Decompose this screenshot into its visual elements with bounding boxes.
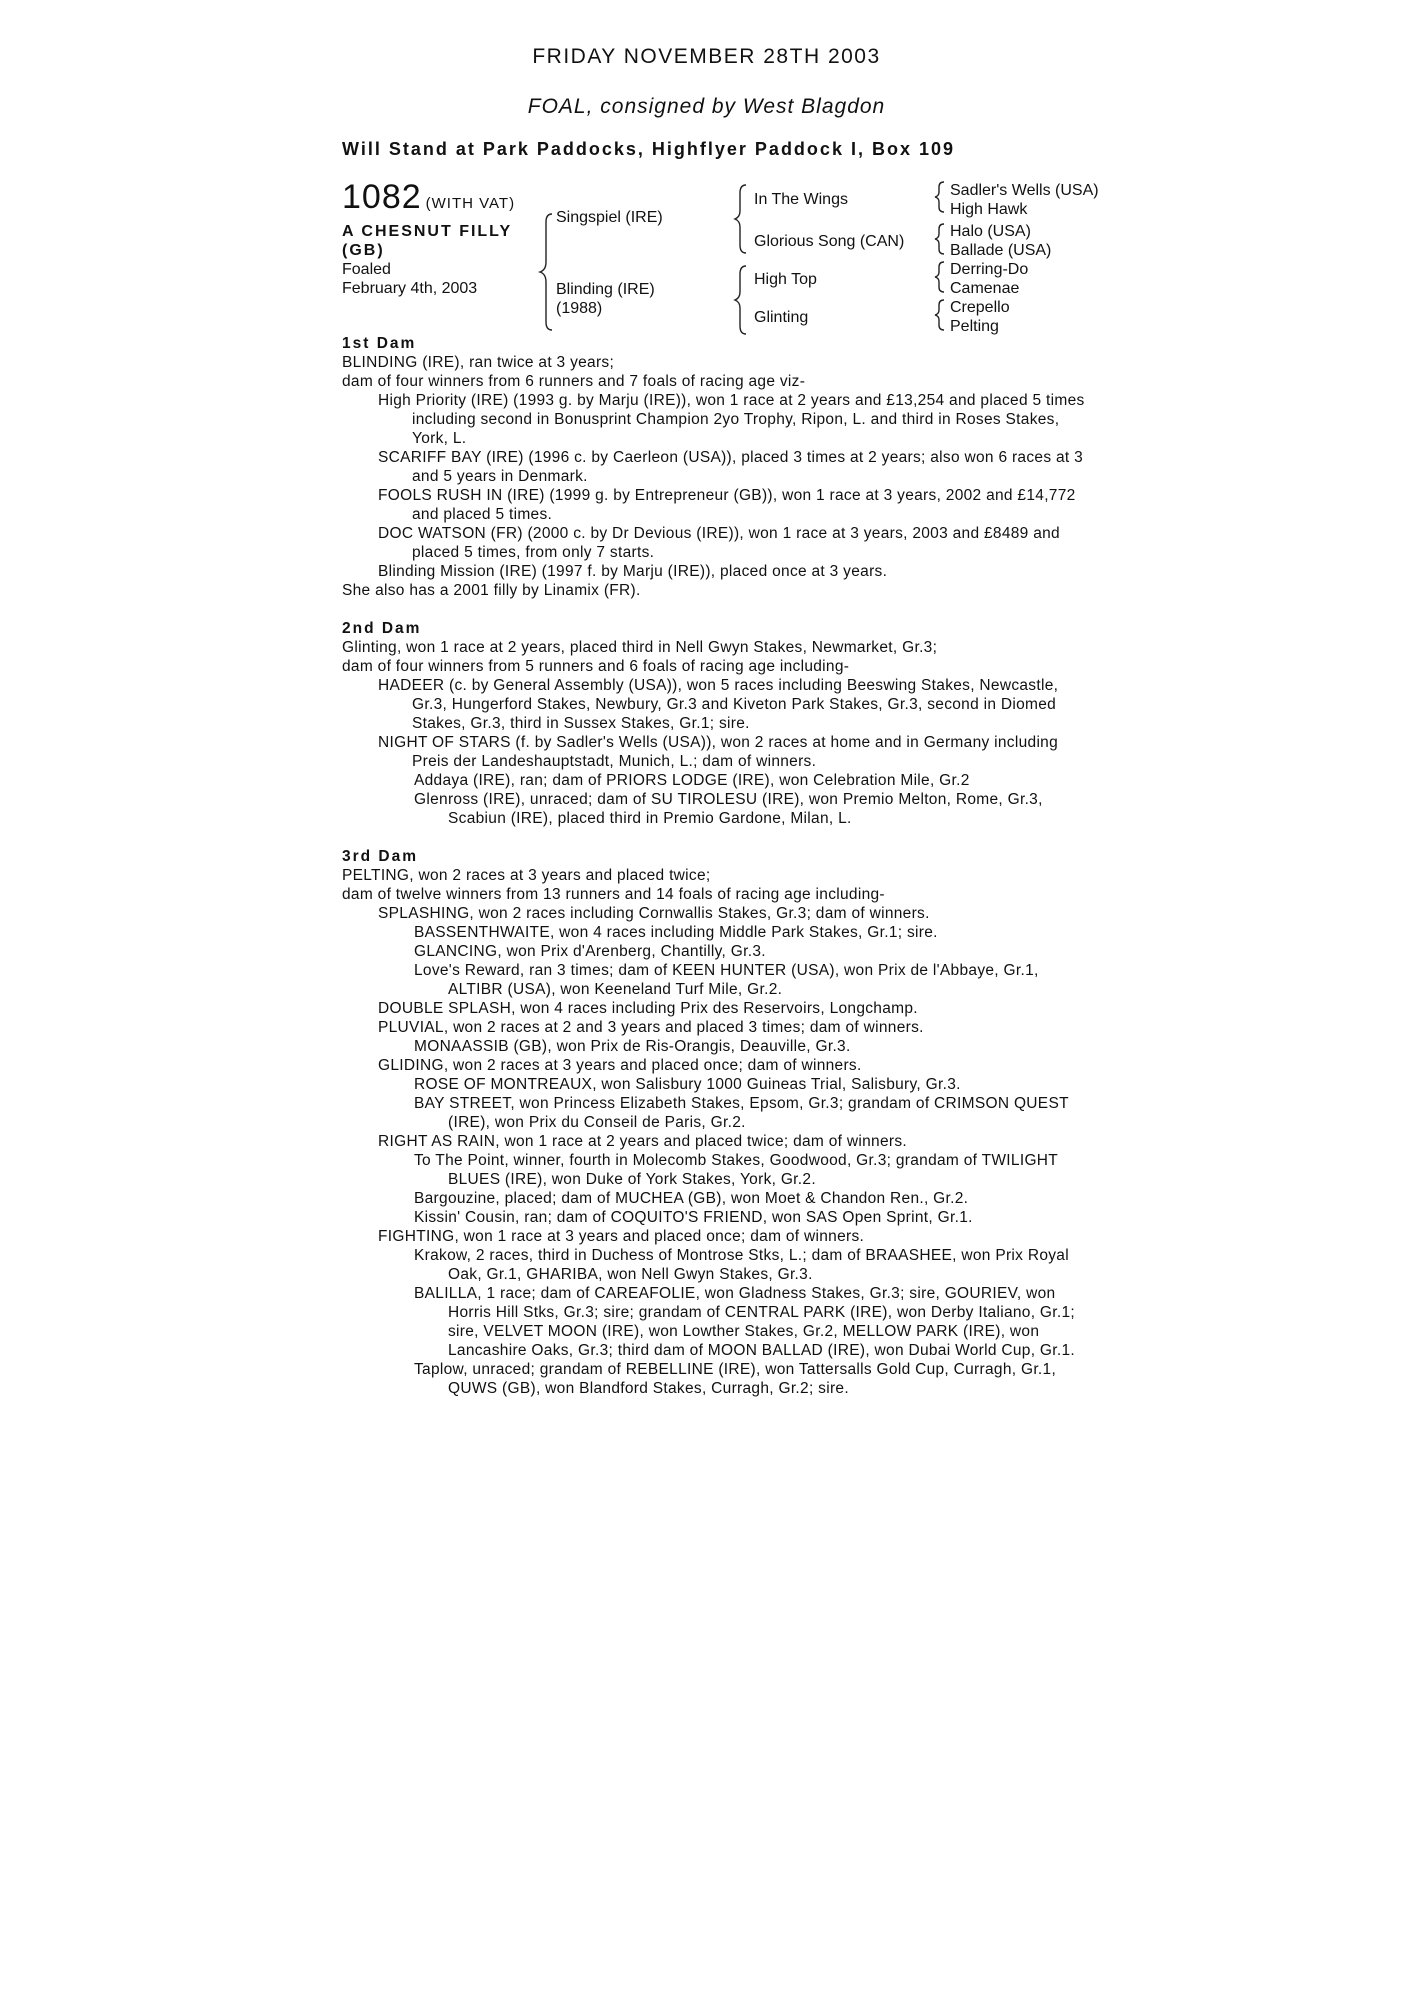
produce-entry: Bargouzine, placed; dam of MUCHEA (GB), won Moet & Chandon Ren., Gr.2. xyxy=(414,1190,969,1207)
sire-sire: In The Wings xyxy=(754,191,848,208)
produce-entry: HADEER (c. by General Assembly (USA)), won 5 races including Beeswing Stakes, Newcastle, Gr.3, Hungerford Stakes, Newbury, Gr.3 and Kiveton Park Stakes, Gr.3, second in Diomed Stakes, Gr.3, third in Sussex Stakes, Gr.1; sire. xyxy=(378,677,1059,732)
produce-entry: SPLASHING, won 2 races including Cornwallis Stakes, Gr.3; dam of winners. xyxy=(378,905,930,922)
produce-entry: BASSENTHWAITE, won 4 races including Middle Park Stakes, Gr.1; sire. xyxy=(414,924,938,941)
horse-description: A CHESNUT FILLY (GB) xyxy=(342,223,512,259)
produce-entry: SCARIFF BAY (IRE) (1996 c. by Caerleon (USA)), placed 3 times at 2 years; also won 6 races at 3 and 5 years in Denmark. xyxy=(378,449,1084,485)
second-dam-line: dam of four winners from 5 runners and 6 foals of racing age including- xyxy=(342,658,850,675)
produce-entry: Kissin' Cousin, ran; dam of COQUITO'S FRIEND, won SAS Open Sprint, Gr.1. xyxy=(414,1209,973,1226)
produce-entry: DOUBLE SPLASH, won 4 races including Prix des Reservoirs, Longchamp. xyxy=(378,1000,918,1017)
pedigree-braces xyxy=(0,0,1413,340)
produce-entry: Love's Reward, ran 3 times; dam of KEEN HUNTER (USA), won Prix de l'Abbaye, Gr.1, ALTIBR (USA), won Keeneland Turf Mile, Gr.2. xyxy=(414,962,1039,998)
produce-entry: Taplow, unraced; grandam of REBELLINE (IRE), won Tattersalls Gold Cup, Curragh, Gr.1, QUWS (GB), won Blandford Stakes, Curragh, Gr.2; sire. xyxy=(414,1361,1057,1397)
second-dam-heading: 2nd Dam xyxy=(342,620,422,637)
sire-sire-dam: High Hawk xyxy=(950,201,1028,218)
foaled-date: February 4th, 2003 xyxy=(342,280,478,297)
produce-entry: FOOLS RUSH IN (IRE) (1999 g. by Entrepreneur (GB)), won 1 race at 3 years, 2002 and £14,772 and placed 5 times. xyxy=(378,487,1076,523)
sire-dam-sire: Halo (USA) xyxy=(950,223,1031,240)
sire-dam-dam: Ballade (USA) xyxy=(950,242,1052,259)
produce-entry: To The Point, winner, fourth in Molecomb Stakes, Goodwood, Gr.3; grandam of TWILIGHT BLUES (IRE), won Duke of York Stakes, York, Gr.2. xyxy=(414,1152,1058,1188)
vat-label: (WITH VAT) xyxy=(425,195,516,212)
dam-sire-sire: Derring-Do xyxy=(950,261,1029,278)
produce-entry: MONAASSIB (GB), won Prix de Ris-Orangis, Deauville, Gr.3. xyxy=(414,1038,851,1055)
produce-entry: NIGHT OF STARS (f. by Sadler's Wells (USA)), won 2 races at home and in Germany including Preis der Landeshauptstadt, Munich, L.; dam of winners. xyxy=(378,734,1059,770)
first-dam-heading: 1st Dam xyxy=(342,335,417,352)
dam: Blinding (IRE) (1988) xyxy=(556,281,655,317)
produce-entry: ROSE OF MONTREAUX, won Salisbury 1000 Guineas Trial, Salisbury, Gr.3. xyxy=(414,1076,961,1093)
third-dam-line: PELTING, won 2 races at 3 years and placed twice; xyxy=(342,867,711,884)
stand-location: Will Stand at Park Paddocks, Highflyer Paddock I, Box 109 xyxy=(342,139,955,159)
produce-entry: BALILLA, 1 race; dam of CAREAFOLIE, won Gladness Stakes, Gr.3; sire, GOURIEV, won Horris Hill Stks, Gr.3; sire; grandam of CENTRAL PARK (IRE), won Derby Italiano, Gr.1; sire, VELVET MOON (IRE), won Lowther Stakes, Gr.2, MELLOW PARK (IRE), won Lancashire Oaks, Gr.3; third dam of MOON BALLAD (IRE), won Dubai World Cup, Gr.1. xyxy=(414,1285,1076,1359)
first-dam-note: She also has a 2001 filly by Linamix (FR). xyxy=(342,582,641,599)
sire-dam: Glorious Song (CAN) xyxy=(754,233,905,250)
dam-dam: Glinting xyxy=(754,309,809,326)
produce-entry: RIGHT AS RAIN, won 1 race at 2 years and placed twice; dam of winners. xyxy=(378,1133,907,1150)
first-dam-line: BLINDING (IRE), ran twice at 3 years; xyxy=(342,354,615,371)
produce-entry: PLUVIAL, won 2 races at 2 and 3 years and placed 3 times; dam of winners. xyxy=(378,1019,924,1036)
lot-number-value: 1082 xyxy=(342,178,422,216)
produce-entry: FIGHTING, won 1 race at 3 years and placed once; dam of winners. xyxy=(378,1228,865,1245)
produce-entry: DOC WATSON (FR) (2000 c. by Dr Devious (IRE)), won 1 race at 3 years, 2003 and £8489 and placed 5 times, from only 7 starts. xyxy=(378,525,1060,561)
foaled-label: Foaled xyxy=(342,261,391,278)
sale-date: FRIDAY NOVEMBER 28TH 2003 xyxy=(532,45,881,68)
third-dam-heading: 3rd Dam xyxy=(342,848,419,865)
produce-entry: High Priority (IRE) (1993 g. by Marju (IRE)), won 1 race at 2 years and £13,254 and placed 5 times including second in Bonusprint Champion 2yo Trophy, Ripon, L. and third in Roses Stakes, York, L. xyxy=(378,392,1085,447)
catalogue-body xyxy=(342,334,1087,1398)
sire: Singspiel (IRE) xyxy=(556,209,663,226)
first-dam-line: dam of four winners from 6 runners and 7 foals of racing age viz- xyxy=(342,373,806,390)
third-dam-line: dam of twelve winners from 13 runners and 14 foals of racing age including- xyxy=(342,886,885,903)
dam-sire: High Top xyxy=(754,271,817,288)
sire-sire-sire: Sadler's Wells (USA) xyxy=(950,182,1099,199)
produce-entry: Krakow, 2 races, third in Duchess of Montrose Stks, L.; dam of BRAASHEE, won Prix Royal Oak, Gr.1, GHARIBA, won Nell Gwyn Stakes, Gr.3. xyxy=(414,1247,1069,1283)
dam-dam-sire: Crepello xyxy=(950,299,1010,316)
produce-entry: GLANCING, won Prix d'Arenberg, Chantilly, Gr.3. xyxy=(414,943,766,960)
produce-entry: Glenross (IRE), unraced; dam of SU TIROLESU (IRE), won Premio Melton, Rome, Gr.3, Scabiun (IRE), placed third in Premio Gardone, Milan, L. xyxy=(414,791,1043,827)
dam-sire-dam: Camenae xyxy=(950,280,1020,297)
produce-entry: GLIDING, won 2 races at 3 years and placed once; dam of winners. xyxy=(378,1057,862,1074)
consignor-line: FOAL, consigned by West Blagdon xyxy=(527,95,886,118)
produce-entry: Blinding Mission (IRE) (1997 f. by Marju (IRE)), placed once at 3 years. xyxy=(378,563,888,580)
produce-entry: Addaya (IRE), ran; dam of PRIORS LODGE (IRE), won Celebration Mile, Gr.2 xyxy=(414,772,970,789)
produce-entry: BAY STREET, won Princess Elizabeth Stakes, Epsom, Gr.3; grandam of CRIMSON QUEST (IRE), won Prix du Conseil de Paris, Gr.2. xyxy=(414,1095,1069,1131)
second-dam-line: Glinting, won 1 race at 2 years, placed third in Nell Gwyn Stakes, Newmarket, Gr.3; xyxy=(342,639,938,656)
dam-dam-dam: Pelting xyxy=(950,318,999,335)
